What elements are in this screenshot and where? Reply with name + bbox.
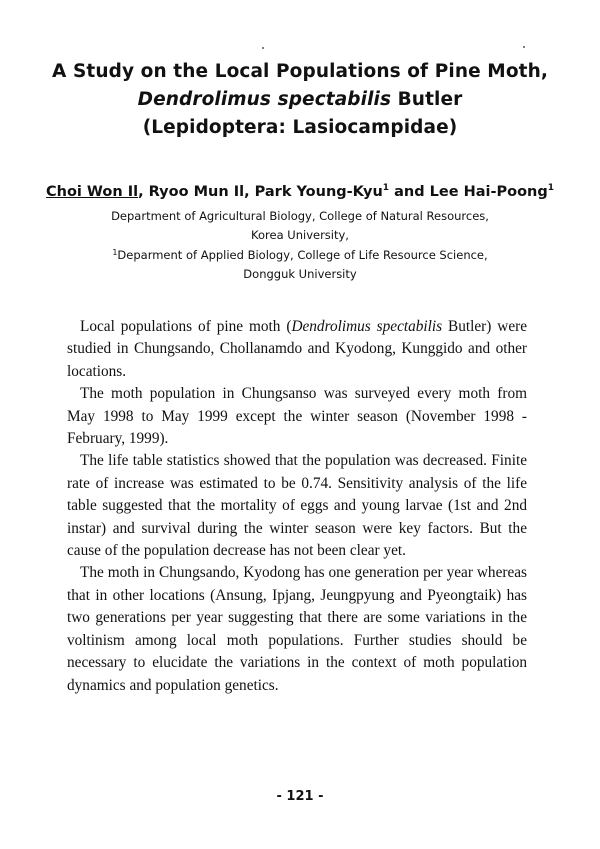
- species-name: Dendrolimus spectabilis: [291, 318, 443, 335]
- corresponding-author: Choi Won Il: [45, 184, 139, 200]
- affiliation-line: Korea University,: [251, 227, 349, 242]
- co-authors-last: and Lee Hai-Poong: [389, 184, 548, 200]
- abstract-paragraph-3: The life table statistics showed that the population was decreased. Finite rate of increase was estimated to be 0.74. Sensitivity analysis of the life table suggested that the mortality of eggs and young larvae (1st and 2nd instar) and survival during the winter season were key factors. But the cause of the population decrease has not been clear yet.: [67, 452, 527, 560]
- author-list: [0, 183, 600, 200]
- title-line-2: [0, 86, 600, 114]
- affiliation-line: $^1$Deparment of Applied Biology, College of Life Resource Science,: [112, 248, 488, 262]
- title-line-3: (Lepidoptera: Lasiocampidae): [142, 117, 458, 138]
- species-author: Butler: [391, 89, 463, 110]
- scan-speck: [262, 47, 264, 49]
- page-number: - 121 -: [276, 789, 324, 804]
- title-line-1: A Study on the Local Populations of Pine Moth,: [52, 61, 548, 82]
- co-authors: , Ryoo Mun Il, Park Young-Kyu: [138, 184, 383, 200]
- paper-title: [0, 58, 600, 142]
- scan-speck: [523, 46, 525, 48]
- affiliations: [0, 207, 600, 283]
- abstract-paragraph-2: The moth population in Chungsanso was surveyed every moth from May 1998 to May 1999 except the winter season (November 1998 - February, 1999).: [67, 385, 527, 448]
- affiliation-mark: 1: [547, 183, 555, 193]
- affiliation-mark: 1: [382, 183, 390, 193]
- abstract: [67, 316, 527, 697]
- abstract-paragraph-4: The moth in Chungsando, Kyodong has one generation per year whereas that in other locations (Ansung, Ipjang, Jeungpyung and Pyeongtaik) has two generations per year suggesting that there are some variations in the voltinism among local moth populations. Further studies should be necessary to elucidate the variations in the context of moth population dynamics and population genetics.: [67, 564, 527, 694]
- abstract-paragraph-1: Local populations of pine moth (Dendrolimus spectabilis Butler) were studied in Chungsando, Chollanamdo and Kyodong, Kunggido and other locations.: [67, 318, 527, 380]
- species-name: Dendrolimus spectabilis: [137, 89, 392, 110]
- affiliation-line: Department of Agricultural Biology, College of Natural Resources,: [111, 209, 489, 223]
- affiliation-line: Dongguk University: [243, 266, 357, 281]
- affiliation-mark: 1: [112, 248, 118, 257]
